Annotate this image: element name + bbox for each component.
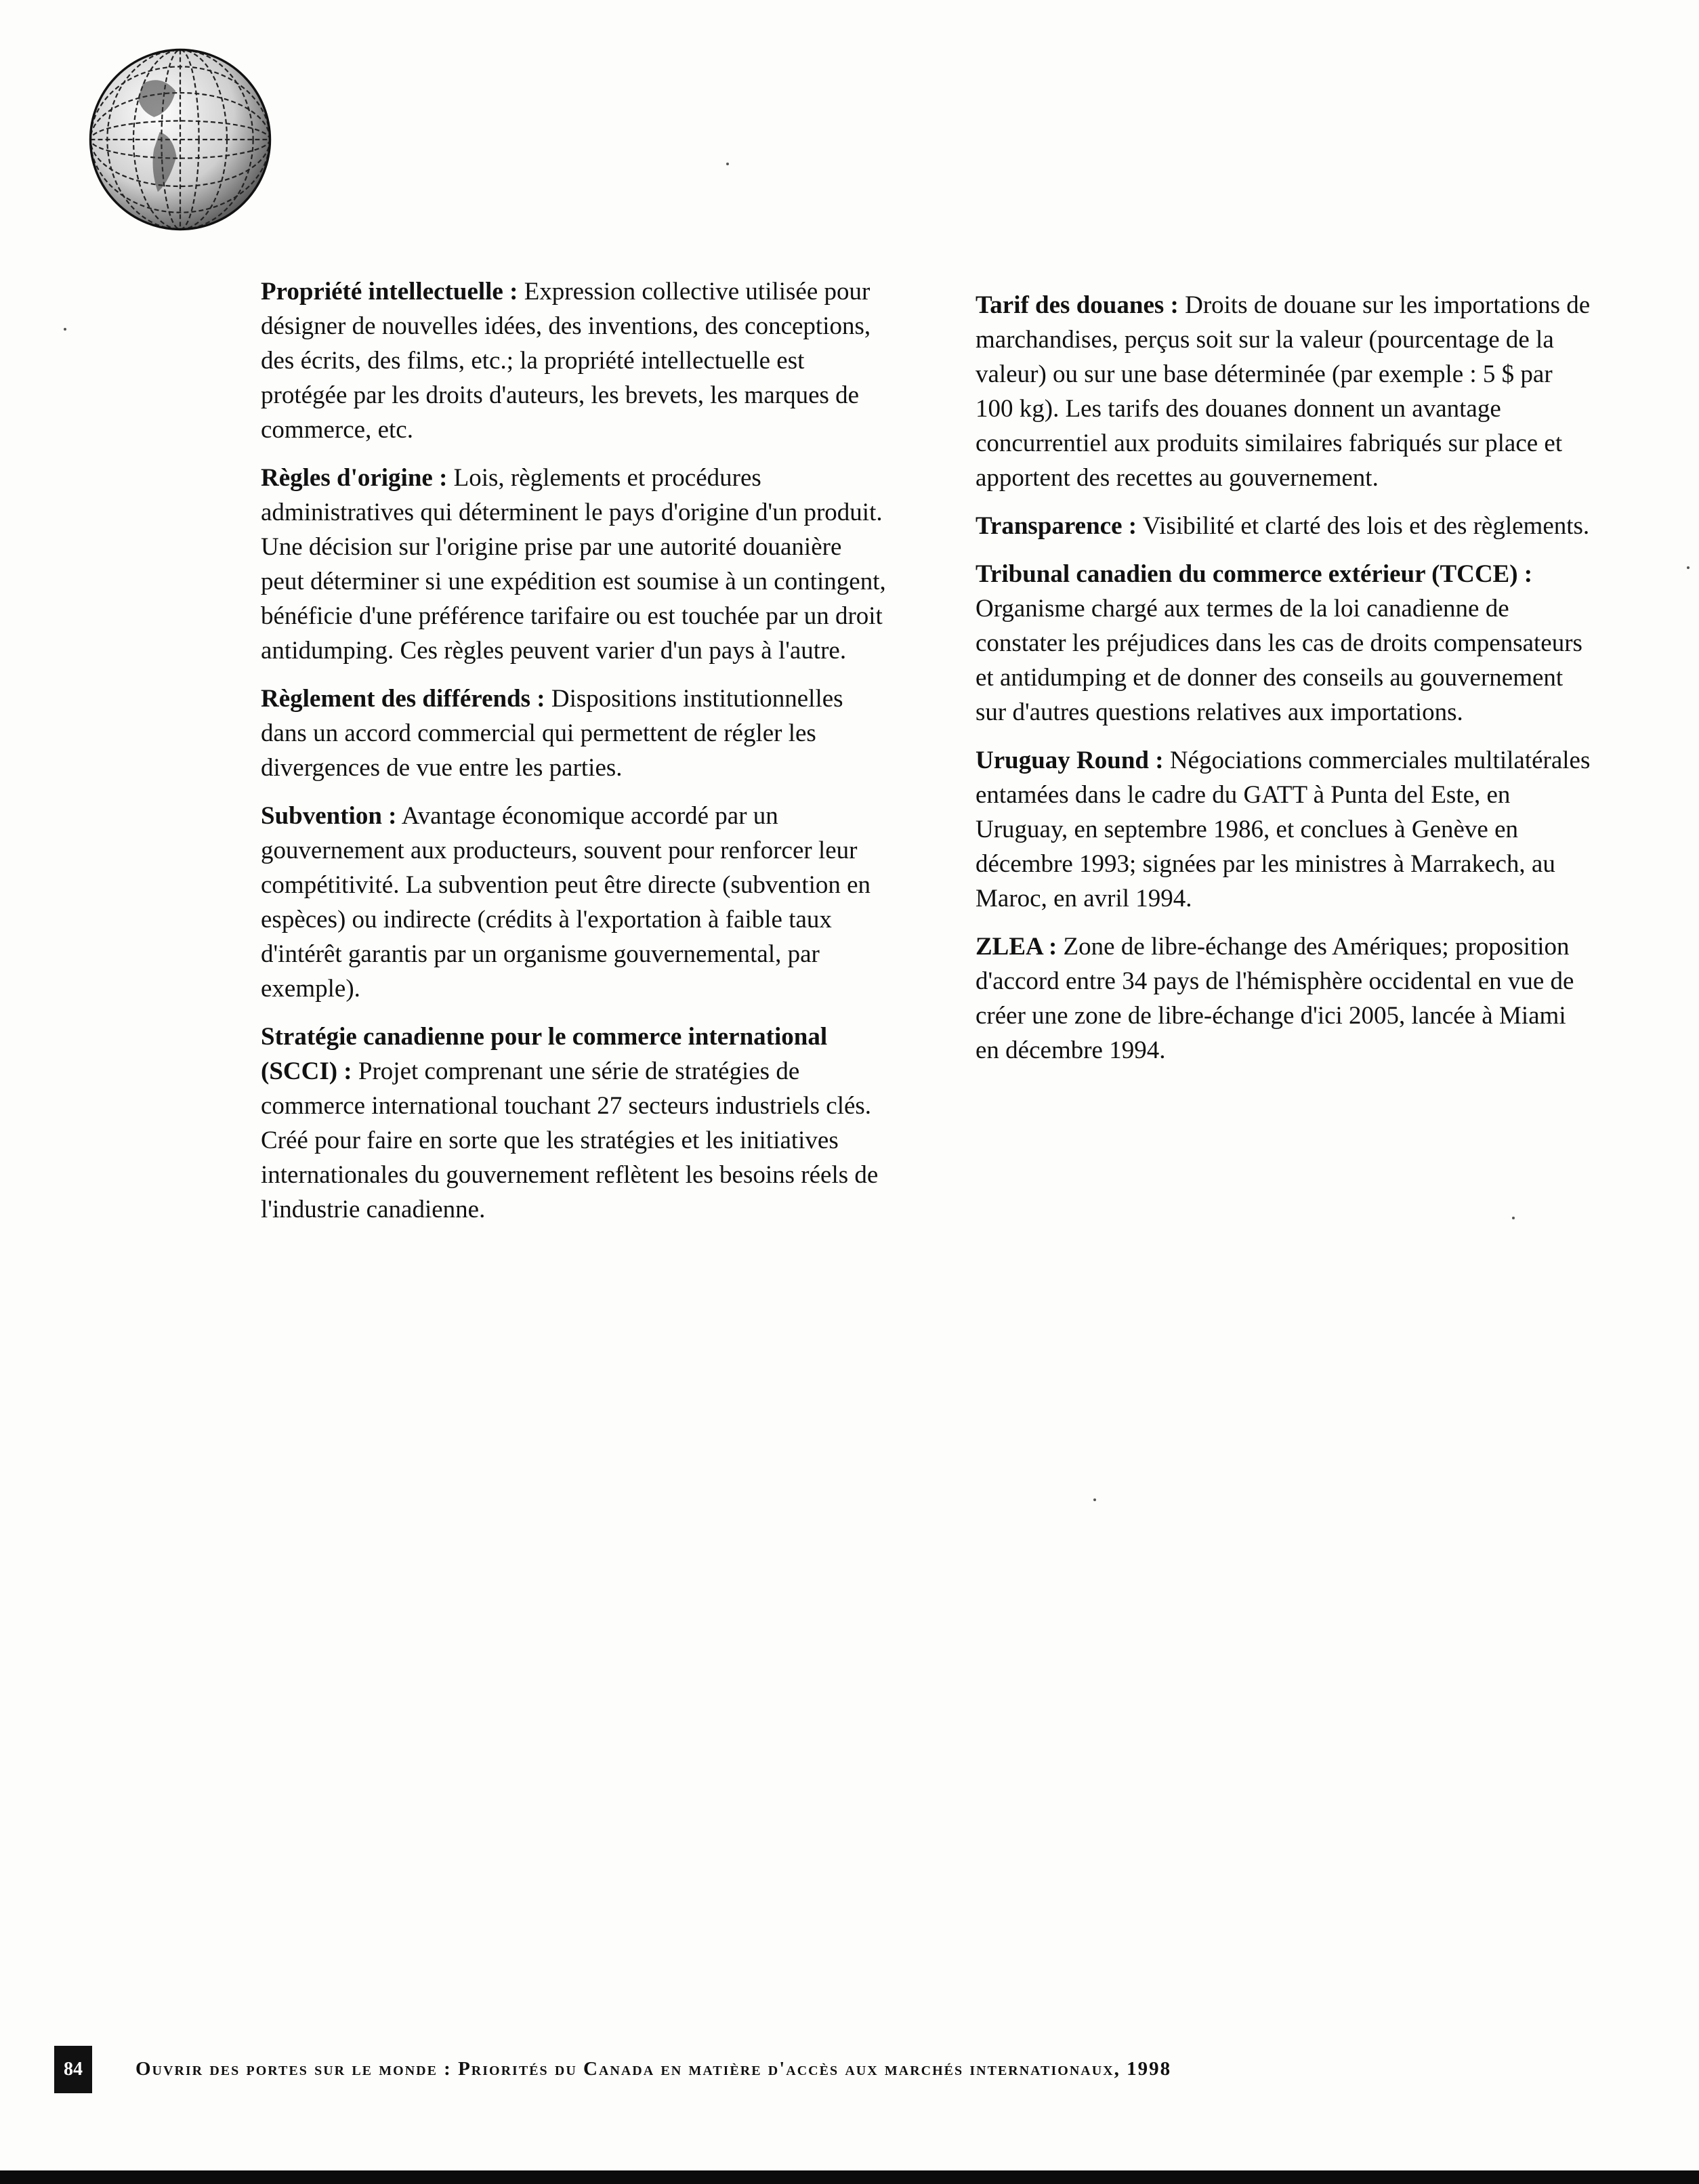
page-footer (54, 2046, 1666, 2093)
glossary-entry (261, 1020, 887, 1227)
glossary-definition: Zone de libre-échange des Amériques; proposition d'accord entre 34 pays de l'hémisphère occidental en vue de créer une zone de libre-échange d'ici 2005, lancée à Miami en décembre 1994. (976, 933, 1574, 1064)
glossary-definition: Dispositions institutionnelles dans un accord commercial qui permettent de régler les divergences de vue entre les parties. (261, 685, 843, 782)
scan-speck (64, 328, 66, 331)
glossary-entry (261, 461, 887, 668)
glossary-term: Tarif des douanes : (976, 291, 1179, 319)
glossary-term: ZLEA : (976, 933, 1057, 961)
scan-speck (1687, 566, 1690, 569)
glossary-definition: Projet comprenant une série de stratégies de commerce international touchant 27 secteurs industriels clés. Créé pour faire en sorte que les stratégies et les initiatives internationales du gouvernement reflètent les besoins réels de l'industrie canadienne. (261, 1057, 879, 1223)
glossary-term: Règles d'origine : (261, 464, 448, 492)
glossary-term: Transparence : (976, 512, 1137, 540)
scan-speck (1512, 1217, 1515, 1219)
glossary-definition: Expression collective utilisée pour désigner de nouvelles idées, des inventions, des conceptions, des écrits, des films, etc.; la propriété intellectuelle est protégée par les droits d'auteurs, les brevets, les marques de commerce, etc. (261, 278, 871, 444)
glossary-term: Subvention : (261, 802, 397, 830)
glossary-entry (976, 509, 1595, 543)
glossary-entry (261, 799, 887, 1006)
right-column (976, 288, 1595, 1081)
left-column (261, 274, 887, 1240)
glossary-entry (976, 743, 1595, 916)
glossary-term: Uruguay Round : (976, 747, 1164, 774)
globe-icon (87, 46, 274, 233)
glossary-term: Tribunal canadien du commerce extérieur (TCCE) : (976, 560, 1533, 588)
page-number: 84 (54, 2046, 92, 2093)
glossary-definition: Lois, règlements et procédures administratives qui déterminent le pays d'origine d'un produit. Une décision sur l'origine prise par une autorité douanière peut déterminer si une expédition est soumise à un contingent, bénéficie d'une préférence tarifaire ou est touchée par un droit antidumping. Ces règles peuvent varier d'un pays à l'autre. (261, 464, 886, 665)
glossary-definition: Avantage économique accordé par un gouvernement aux producteurs, souvent pour renforcer leur compétitivité. La subvention peut être directe (subvention en espèces) ou indirecte (crédits à l'exportation à faible taux d'intérêt garantis par un organisme gouvernemental, par exemple). (261, 802, 871, 1003)
glossary-definition: Négociations commerciales multilatérales entamées dans le cadre du GATT à Punta del Este, en Uruguay, en septembre 1986, et conclues à Genève en décembre 1993; signées par les ministres à Marrakech, au Maroc, en avril 1994. (976, 747, 1591, 912)
glossary-entry (261, 274, 887, 447)
glossary-definition: Droits de douane sur les importations de marchandises, perçus soit sur la valeur (pourcentage de la valeur) ou sur une base déterminée (par exemple : 5 $ par 100 kg). Les tarifs des douanes donnent un avantage concurrentiel aux produits similaires fabriqués sur place et apportent des recettes au gouvernement. (976, 291, 1591, 492)
glossary-entry (976, 557, 1595, 730)
glossary-term: Stratégie canadienne pour le commerce international (SCCI) : (261, 1023, 828, 1085)
glossary-entry (976, 288, 1595, 495)
glossary-definition: Organisme chargé aux termes de la loi canadienne de constater les préjudices dans les cas de droits compensateurs et antidumping et de donner des conseils au gouvernement sur d'autres questions relatives aux importations. (976, 595, 1582, 726)
glossary-term: Propriété intellectuelle : (261, 278, 518, 306)
glossary-entry (261, 681, 887, 785)
glossary-definition: Visibilité et clarté des lois et des règlements. (1142, 512, 1590, 540)
scan-speck (726, 163, 729, 165)
glossary-term: Règlement des différends : (261, 685, 545, 713)
scan-speck (1093, 1498, 1096, 1501)
glossary-entry (976, 929, 1595, 1068)
bottom-scan-border (0, 2170, 1699, 2184)
footer-title: Ouvrir des portes sur le monde : Priorités du Canada en matière d'accès aux marchés internationaux, 1998 (135, 2058, 1172, 2080)
